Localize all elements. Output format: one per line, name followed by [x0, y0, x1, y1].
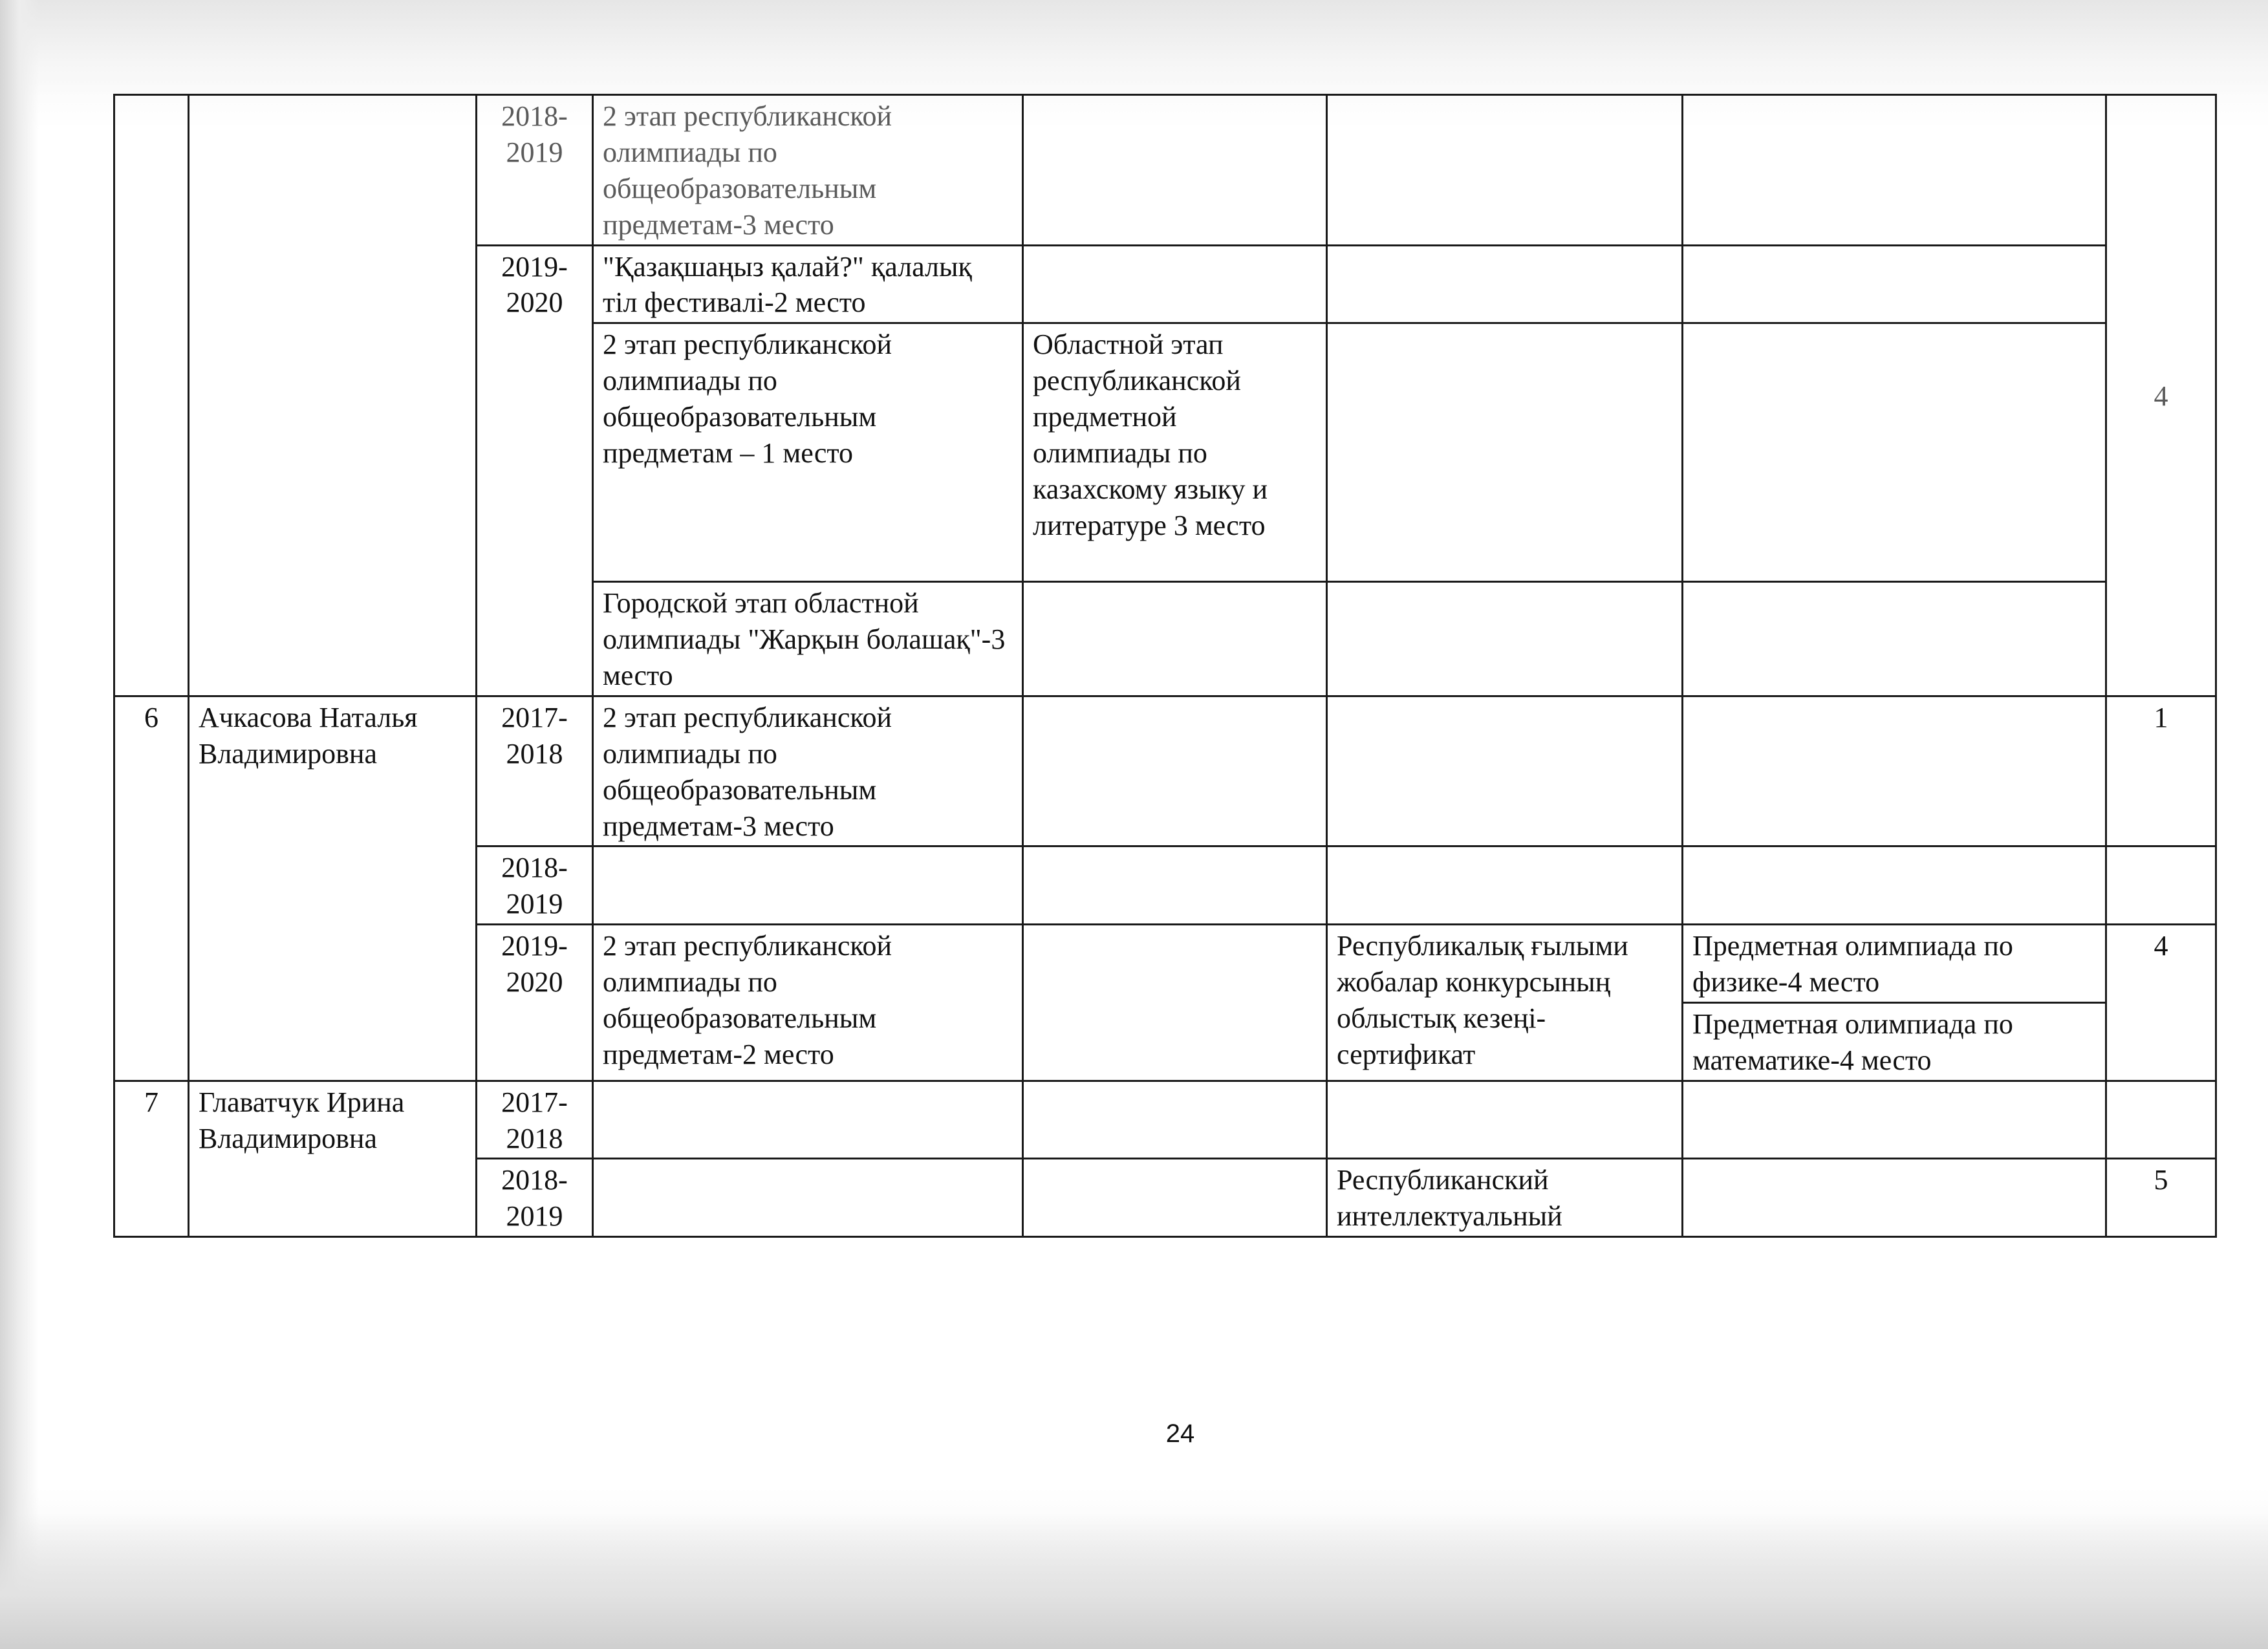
other-cell-entry: Предметная олимпиада по физике-4 место: [1683, 925, 2105, 1004]
project-cell: Республикалық ғылыми жобалар конкурсының облыстық кезеңі- сертификат: [1327, 925, 1683, 1081]
project-cell: [1327, 696, 1683, 846]
year-cell: 2019-2020: [477, 925, 593, 1081]
other-cell: [1683, 696, 2106, 846]
olympiad-cell: [593, 1081, 1023, 1159]
total-cell: 4: [2106, 925, 2216, 1081]
page-number: 24: [1165, 1419, 1195, 1448]
table-row: [114, 696, 2216, 846]
project-cell: [1327, 846, 1683, 925]
total-cell: [2106, 846, 2216, 925]
olympiad-cell: [593, 846, 1023, 925]
olympiad-cell: 2 этап республиканской олимпиады по общеобразовательным предметам-3 место: [593, 696, 1023, 846]
project-cell: Республиканский интеллектуальный: [1327, 1159, 1683, 1237]
regional-cell: [1023, 1159, 1327, 1237]
year-cell: 2018-2019: [477, 846, 593, 925]
regional-cell: [1023, 245, 1327, 323]
olympiad-cell: 2 этап республиканской олимпиады по общеобразовательным предметам-3 место: [593, 95, 1023, 246]
total-cell: 5: [2106, 1159, 2216, 1237]
olympiad-cell: "Қазақшаңыз қалай?" қалалық тіл фестивалі-2 место: [593, 245, 1023, 323]
year-cell: 2018-2019: [477, 95, 593, 246]
project-cell: [1327, 323, 1683, 582]
year-cell: 2017-2018: [477, 696, 593, 846]
olympiad-cell: 2 этап республиканской олимпиады по общеобразовательным предметам-2 место: [593, 925, 1023, 1081]
other-cell: [1683, 245, 2106, 323]
table-row: [114, 95, 2216, 246]
name-cell: Главатчук Ирина Владимировна: [189, 1081, 477, 1237]
name-cell: [189, 95, 477, 696]
olympiad-cell: [593, 1159, 1023, 1237]
total-cell: [2106, 1081, 2216, 1159]
other-cell: [1683, 925, 2106, 1081]
regional-cell: [1023, 1081, 1327, 1159]
scan-shadow-top: [0, 0, 2268, 97]
scan-shadow-bottom: [0, 1513, 2268, 1649]
year-cell: 2018-2019: [477, 1159, 593, 1237]
regional-cell: [1023, 925, 1327, 1081]
scan-shadow-left: [0, 0, 39, 1649]
project-cell: [1327, 245, 1683, 323]
project-cell: [1327, 1081, 1683, 1159]
regional-cell: Областной этап республиканской предметной олимпиады по казахскому языку и литературе 3 место: [1023, 323, 1327, 582]
year-cell: 2017-2018: [477, 1081, 593, 1159]
other-cell: [1683, 323, 2106, 582]
total-cell: 4: [2106, 95, 2216, 696]
other-cell-entry: Предметная олимпиада по математике-4 место: [1692, 1008, 2013, 1076]
regional-cell: [1023, 95, 1327, 246]
regional-cell: [1023, 582, 1327, 696]
other-cell: [1683, 1159, 2106, 1237]
name-cell: Ачкасова Наталья Владимировна: [189, 696, 477, 1081]
number-cell: [114, 95, 189, 696]
project-cell: [1327, 582, 1683, 696]
number-cell: 7: [114, 1081, 189, 1237]
olympiad-cell: Городской этап областной олимпиады "Жарқын болашақ"-3 место: [593, 582, 1023, 696]
table-row: [114, 1081, 2216, 1159]
olympiad-cell: 2 этап республиканской олимпиады по общеобразовательным предметам – 1 место: [593, 323, 1023, 582]
year-cell: 2019-2020: [477, 245, 593, 696]
other-cell: [1683, 582, 2106, 696]
number-cell: 6: [114, 696, 189, 1081]
regional-cell: [1023, 696, 1327, 846]
regional-cell: [1023, 846, 1327, 925]
project-cell: [1327, 95, 1683, 246]
achievements-table: [113, 94, 2217, 1238]
other-cell: [1683, 1081, 2106, 1159]
other-cell: [1683, 846, 2106, 925]
other-cell: [1683, 95, 2106, 246]
total-cell: 1: [2106, 696, 2216, 846]
